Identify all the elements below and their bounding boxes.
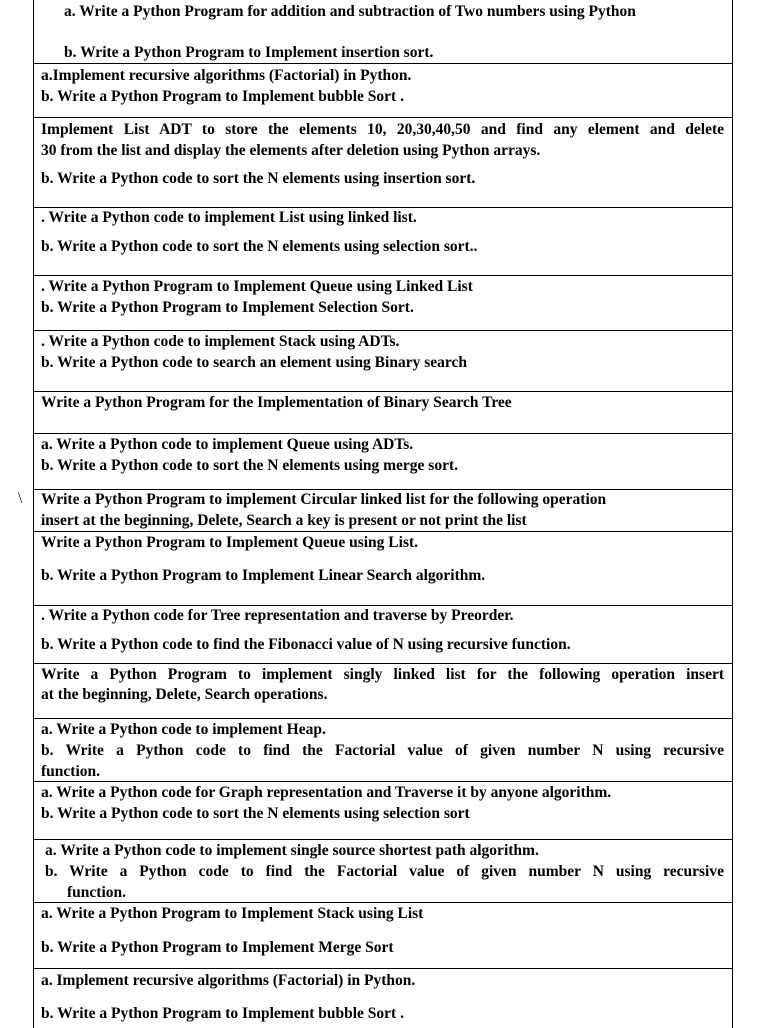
- stray-backslash-mark: \: [18, 490, 23, 507]
- row-text-line: a. Write a Python Program to Implement Stack using List: [41, 905, 424, 922]
- row-text-line: a. Write a Python code to implement Queue using ADTs.: [41, 436, 414, 453]
- row-text-line: b. Write a Python Program to Implement Selection Sort.: [41, 299, 414, 316]
- row-text-line: . Write a Python Program to Implement Queue using Linked List: [41, 278, 473, 295]
- row-text-line: a. Write a Python code to implement Heap.: [41, 721, 326, 738]
- table-row: [33, 489, 733, 532]
- row-text-line: b. Write a Python Program to Implement insertion sort.: [64, 44, 434, 61]
- table-row: [33, 391, 733, 434]
- row-text-line: a. Implement recursive algorithms (Factorial) in Python.: [41, 972, 416, 989]
- table-row: [33, 117, 733, 208]
- exercise-table: [33, 0, 735, 1024]
- table-row: [33, 781, 733, 840]
- table-row: [33, 330, 733, 392]
- row-text-line: Write a Python Program for the Implementation of Binary Search Tree: [41, 394, 512, 411]
- table-row: [33, 63, 733, 118]
- row-text-line: b. Write a Python code to search an element using Binary search: [41, 354, 467, 371]
- table-row: [33, 718, 733, 782]
- row-text-line: b. Write a Python Program to Implement bubble Sort .: [41, 88, 404, 105]
- table-row: [33, 968, 733, 1028]
- row-text-line: a. Write a Python code for Graph representation and Traverse it by anyone algorithm.: [41, 784, 612, 801]
- row-text-line: insert at the beginning, Delete, Search a key is present or not print the list: [41, 512, 527, 529]
- row-text-line: . Write a Python code to implement Stack using ADTs.: [41, 333, 400, 350]
- row-text-line: function.: [67, 884, 126, 901]
- table-row: [33, 0, 733, 64]
- table-row: [33, 531, 733, 606]
- row-text-line: Write a Python Program to implement Circular linked list for the following operation: [41, 491, 607, 508]
- row-text-line: b. Write a Python code to sort the N elements using selection sort: [41, 805, 470, 822]
- row-text-line: b. Write a Python Program to Implement bubble Sort .: [41, 1005, 404, 1022]
- row-text-line: b. Write a Python code to find the Factorial value of given number N using recursive: [41, 742, 724, 759]
- row-text-line: Write a Python Program to implement singly linked list for the following operation insert: [41, 666, 724, 683]
- table-row: [33, 605, 733, 664]
- row-text-line: at the beginning, Delete, Search operations.: [41, 686, 328, 703]
- table-row: [33, 839, 733, 903]
- row-text-line: 30 from the list and display the elements after deletion using Python arrays.: [41, 142, 541, 159]
- row-text-line: b. Write a Python code to sort the N elements using insertion sort.: [41, 170, 476, 187]
- table-row: [33, 433, 733, 490]
- table-row: [33, 207, 733, 276]
- table-row: [33, 275, 733, 331]
- row-text-line: function.: [41, 763, 100, 780]
- row-text-line: b. Write a Python code to find the Factorial value of given number N using recursive: [45, 863, 724, 880]
- row-text-line: a.Implement recursive algorithms (Factorial) in Python.: [41, 67, 412, 84]
- table-row: [33, 902, 733, 969]
- row-text-line: b. Write a Python Program to Implement Linear Search algorithm.: [41, 567, 486, 584]
- row-text-line: b. Write a Python Program to Implement Merge Sort: [41, 939, 394, 956]
- row-text-line: b. Write a Python code to sort the N elements using selection sort..: [41, 238, 478, 255]
- row-text-line: b. Write a Python code to sort the N elements using merge sort.: [41, 457, 459, 474]
- row-text-line: a. Write a Python code to implement single source shortest path algorithm.: [45, 842, 539, 859]
- row-text-line: a. Write a Python Program for addition and subtraction of Two numbers using Python: [64, 3, 636, 20]
- row-text-line: b. Write a Python code to find the Fibonacci value of N using recursive function.: [41, 636, 571, 653]
- row-text-line: Write a Python Program to Implement Queue using List.: [41, 534, 419, 551]
- row-text-line: Implement List ADT to store the elements 10, 20,30,40,50 and find any element and delete: [41, 121, 724, 138]
- row-text-line: . Write a Python code to implement List using linked list.: [41, 209, 417, 226]
- row-text-line: . Write a Python code for Tree representation and traverse by Preorder.: [41, 607, 514, 624]
- table-row: [33, 663, 733, 719]
